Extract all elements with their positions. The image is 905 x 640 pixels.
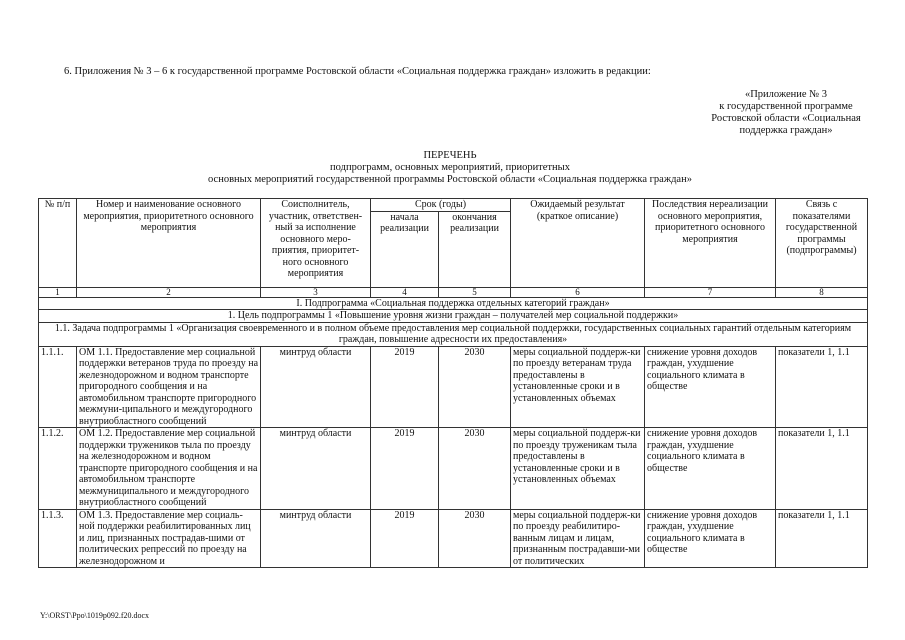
row-measure-name: ОМ 1.1. Предоставление мер социальной поддержки ветеранов труда по проезду на железнодорожном и водном транспорте пригородного сообщения и на автомобильном транспорте пригородного межмуни-ципального и междугородного внутриобластного сообщений xyxy=(77,346,261,428)
row-indicator-link: показатели 1, 1.1 xyxy=(776,428,868,510)
task-title: 1.1. Задача подпрограммы 1 «Организация своевременного и в полном объеме предоставления мер социальной поддержки, государственных социальных гарантий отдельным категориям граждан, повышение адресности их предоставления» xyxy=(39,322,868,346)
row-executor: минтруд области xyxy=(261,509,371,568)
column-number: 2 xyxy=(77,287,261,297)
appendix-line: «Приложение № 3 xyxy=(744,89,828,100)
appendix-line: поддержка граждан» xyxy=(739,125,833,136)
file-path-footer: Y:\ORST\Ppo\1019p092.f20.docx xyxy=(40,611,150,620)
column-number: 4 xyxy=(371,287,439,297)
row-measure-name: ОМ 1.2. Предоставление мер социальной поддержки тружеников тыла по проезду на железнодорожном и водном транспорте пригородного сообщения и на автомобильном транспорте межмуниципального и междугородного внутриобластного сообщений xyxy=(77,428,261,510)
measures-table xyxy=(38,198,868,568)
row-end-year: 2030 xyxy=(439,428,511,510)
row-start-year: 2019 xyxy=(371,428,439,510)
row-executor: минтруд области xyxy=(261,346,371,428)
document-heading xyxy=(120,150,780,186)
row-executor: минтруд области xyxy=(261,428,371,510)
intro-text: 6. Приложения № 3 – 6 к государственной программе Ростовской области «Социальная поддержка граждан» изложить в редакции: xyxy=(64,66,651,77)
row-start-year: 2019 xyxy=(371,509,439,568)
heading-title: ПЕРЕЧЕНЬ xyxy=(423,150,477,161)
header-executor: Соисполнитель, участник, ответствен-ный за исполнение основного меро-приятия, приоритет-ного основного мероприятия xyxy=(261,199,371,288)
column-number: 5 xyxy=(439,287,511,297)
row-end-year: 2030 xyxy=(439,346,511,428)
row-number: 1.1.3. xyxy=(39,509,77,568)
row-expected-result: меры социальной поддерж-ки по проезду реабилитиро-ванным лицам и лицам, признанным пострадавши-ми от политических xyxy=(511,509,645,568)
row-consequences: снижение уровня доходов граждан, ухудшение социального климата в обществе xyxy=(645,346,776,428)
header-end: окончания реализации xyxy=(439,211,511,287)
row-measure-name: ОМ 1.3. Предоставление мер социаль-ной поддержки реабилитированных лиц и лиц, признанных пострадав-шими от политических репрессий по проезду на железнодорожном и xyxy=(77,509,261,568)
appendix-line: к государственной программе xyxy=(719,101,853,112)
row-indicator-link: показатели 1, 1.1 xyxy=(776,509,868,568)
row-number: 1.1.1. xyxy=(39,346,77,428)
header-consequences: Последствия нереализации основного мероприятия, приоритетного основного мероприятия xyxy=(645,199,776,288)
row-consequences: снижение уровня доходов граждан, ухудшение социального климата в обществе xyxy=(645,428,776,510)
table-row xyxy=(39,509,868,568)
row-indicator-link: показатели 1, 1.1 xyxy=(776,346,868,428)
row-number: 1.1.2. xyxy=(39,428,77,510)
column-number: 3 xyxy=(261,287,371,297)
subprogram-title: I. Подпрограмма «Социальная поддержка отдельных категорий граждан» xyxy=(39,297,868,310)
header-term: Срок (годы) xyxy=(371,199,511,212)
heading-line: основных мероприятий государственной программы Ростовской области «Социальная поддержка граждан» xyxy=(208,174,692,185)
header-link: Связь с показателями государственной программы (подпрограммы) xyxy=(776,199,868,288)
appendix-line: Ростовской области «Социальная xyxy=(711,113,861,124)
heading-line: подпрограмм, основных мероприятий, приоритетных xyxy=(330,162,570,173)
column-number: 1 xyxy=(39,287,77,297)
appendix-stamp xyxy=(676,89,896,137)
row-start-year: 2019 xyxy=(371,346,439,428)
header-result: Ожидаемый результат (краткое описание) xyxy=(511,199,645,288)
header-start: начала реализации xyxy=(371,211,439,287)
table-row xyxy=(39,428,868,510)
column-number: 7 xyxy=(645,287,776,297)
row-end-year: 2030 xyxy=(439,509,511,568)
header-name: Номер и наименование основного мероприятия, приоритетного основного мероприятия xyxy=(77,199,261,288)
column-number: 6 xyxy=(511,287,645,297)
goal-title: 1. Цель подпрограммы 1 «Повышение уровня жизни граждан – получателей мер социальной поддержки» xyxy=(39,310,868,323)
row-expected-result: меры социальной поддерж-ки по проезду ветеранам труда предоставлены в установленные сроки и в установленных объемах xyxy=(511,346,645,428)
header-num: № п/п xyxy=(39,199,77,288)
table-row xyxy=(39,346,868,428)
column-number: 8 xyxy=(776,287,868,297)
row-expected-result: меры социальной поддерж-ки по проезду труженикам тыла предоставлены в установленные сроки и в установленных объемах xyxy=(511,428,645,510)
row-consequences: снижение уровня доходов граждан, ухудшение социального климата в обществе xyxy=(645,509,776,568)
